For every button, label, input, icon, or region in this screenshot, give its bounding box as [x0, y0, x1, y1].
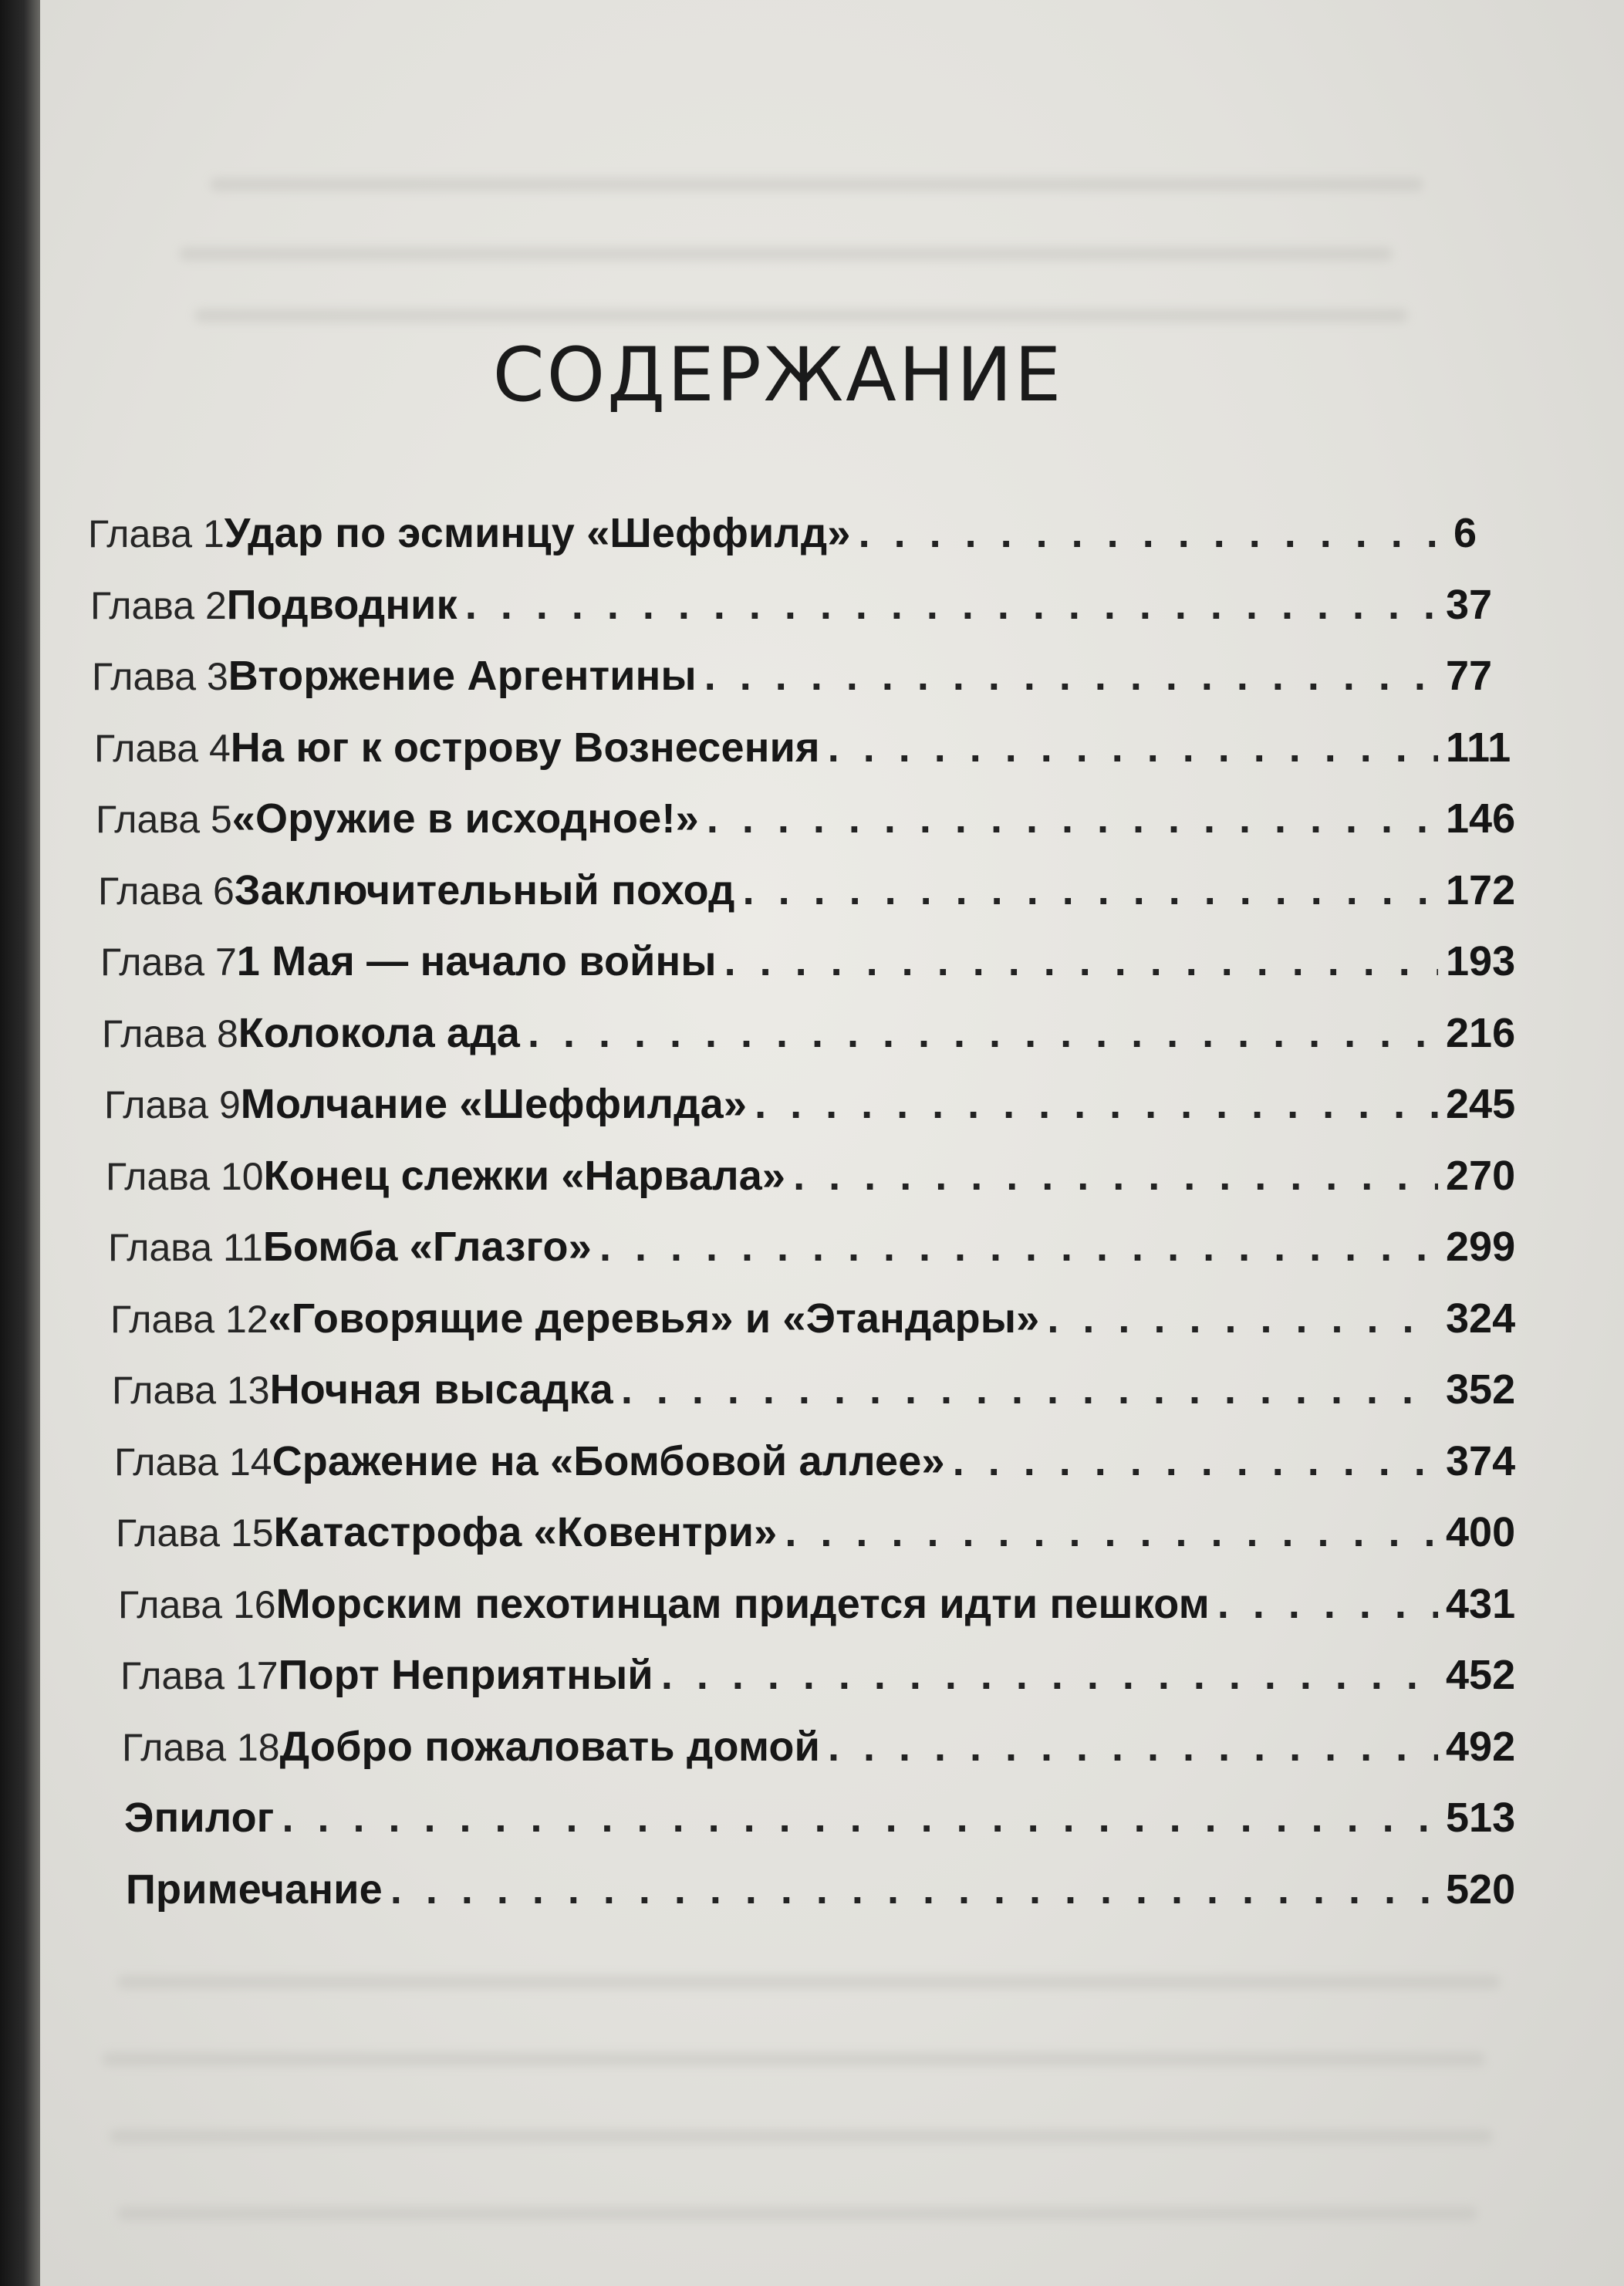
toc-page-number: 77 — [1446, 653, 1493, 699]
toc-page-number: 352 — [1446, 1366, 1516, 1413]
toc-chapter-title: Морским пехотинцам придется идти пешком — [275, 1580, 1210, 1627]
toc-entry — [116, 1508, 1516, 1562]
toc-chapter-title: На юг к острову Вознесения — [230, 724, 820, 771]
toc-entry — [118, 1580, 1516, 1634]
show-through-line — [117, 1975, 1501, 1989]
toc-leader-dots — [724, 937, 1438, 985]
toc-chapter-title: Сражение на «Бомбовой аллее» — [272, 1437, 945, 1484]
toc-leader-dots — [599, 1223, 1438, 1271]
toc-chapter-title: Колокола ада — [238, 1009, 520, 1056]
toc-chapter-title: Катастрофа «Ковентри» — [273, 1509, 778, 1555]
toc-leader-dots — [785, 1508, 1438, 1556]
toc-page-number: 324 — [1446, 1295, 1516, 1342]
toc-chapter-label: Глава 8 — [102, 1011, 238, 1055]
toc-chapter-title: Порт Неприятный — [278, 1652, 653, 1698]
toc-chapter-title: Подводник — [226, 581, 457, 628]
toc-page-number: 6 — [1453, 510, 1477, 556]
toc-entry — [112, 1366, 1516, 1420]
toc-chapter-label: Глава 15 — [116, 1511, 274, 1555]
toc-chapter-label: Глава 14 — [114, 1440, 272, 1484]
toc-entry — [98, 866, 1516, 920]
toc-entry — [102, 1009, 1516, 1063]
toc-entry — [94, 724, 1511, 778]
toc-chapter-title: Конец слежки «Нарвала» — [263, 1152, 786, 1199]
toc-chapter-label: Глава 10 — [106, 1154, 264, 1198]
toc-chapter-label: Глава 16 — [118, 1582, 276, 1626]
toc-entry — [124, 1794, 1516, 1848]
toc-chapter-title: Примечание — [126, 1866, 383, 1913]
toc-chapter-title: «Оружие в исходное!» — [231, 795, 699, 842]
toc-leader-dots — [707, 795, 1438, 842]
toc-chapter-label: Глава 13 — [112, 1369, 270, 1412]
toc-entry — [106, 1152, 1516, 1206]
toc-chapter-label: Глава 4 — [94, 726, 231, 770]
toc-chapter-title: Ночная высадка — [269, 1366, 613, 1413]
toc-chapter-label: Глава 2 — [90, 583, 227, 627]
book-page — [40, 0, 1624, 2286]
toc-entry — [96, 795, 1516, 849]
show-through-line — [110, 2129, 1493, 2143]
toc-page-number: 431 — [1446, 1580, 1516, 1627]
toc-chapter-label: Глава 9 — [104, 1083, 241, 1126]
toc-leader-dots — [828, 724, 1438, 772]
toc-chapter-title: Вторжение Аргентины — [228, 653, 697, 699]
toc-entry — [88, 509, 1477, 563]
toc-leader-dots — [661, 1651, 1438, 1699]
toc-leader-dots — [953, 1437, 1438, 1485]
toc-chapter-title: Удар по эсминцу «Шеффилд» — [224, 510, 851, 556]
toc-page-number: 216 — [1446, 1009, 1516, 1056]
toc-chapter-title: Бомба «Глазго» — [262, 1224, 592, 1270]
toc-page-number: 111 — [1446, 724, 1511, 771]
toc-page-number: 513 — [1446, 1795, 1516, 1841]
toc-entry — [120, 1651, 1516, 1705]
toc-page-number: 270 — [1446, 1152, 1516, 1199]
toc-leader-dots — [1217, 1580, 1438, 1628]
toc-entry — [122, 1723, 1516, 1777]
toc-entry — [100, 937, 1516, 991]
toc-chapter-label: Глава 6 — [98, 869, 235, 913]
toc-entry — [92, 652, 1493, 706]
toc-page-number: 299 — [1446, 1224, 1516, 1270]
toc-page-number: 520 — [1446, 1866, 1516, 1913]
toc-leader-dots — [859, 509, 1438, 557]
show-through-line — [210, 177, 1423, 191]
toc-leader-dots — [743, 866, 1438, 914]
show-through-line — [179, 247, 1393, 261]
toc-page-number: 374 — [1446, 1437, 1516, 1484]
toc-chapter-title: 1 Мая — начало войны — [236, 938, 717, 984]
toc-leader-dots — [828, 1723, 1438, 1771]
toc-chapter-label: Глава 12 — [110, 1297, 268, 1341]
toc-leader-dots — [793, 1152, 1438, 1200]
toc-chapter-title: Добро пожаловать домой — [279, 1723, 820, 1770]
toc-leader-dots — [282, 1794, 1439, 1842]
toc-page-number: 400 — [1446, 1509, 1516, 1555]
toc-chapter-title: «Говорящие деревья» и «Этандары» — [268, 1295, 1040, 1342]
page-title: СОДЕРЖАНИЕ — [492, 332, 1064, 418]
toc-leader-dots — [390, 1866, 1438, 1913]
toc-page-number: 193 — [1446, 938, 1516, 984]
toc-entry — [108, 1223, 1516, 1277]
toc-chapter-label: Глава 17 — [120, 1654, 279, 1697]
toc-chapter-title: Молчание «Шеффилда» — [240, 1081, 748, 1127]
toc-chapter-label: Глава 3 — [92, 655, 228, 698]
toc-leader-dots — [465, 581, 1438, 629]
toc-chapter-label: Глава 11 — [108, 1226, 263, 1269]
toc-entry — [114, 1437, 1516, 1491]
toc-page-number: 146 — [1446, 795, 1516, 842]
toc-chapter-title: Эпилог — [124, 1795, 275, 1841]
toc-entry — [104, 1080, 1516, 1134]
toc-page-number: 37 — [1446, 581, 1493, 628]
toc-chapter-label: Глава 1 — [88, 512, 225, 555]
toc-page-number: 492 — [1446, 1723, 1516, 1770]
toc-page-number: 172 — [1446, 866, 1516, 913]
toc-leader-dots — [621, 1366, 1438, 1413]
toc-leader-dots — [1047, 1295, 1438, 1342]
show-through-line — [117, 2207, 1477, 2220]
toc-page-number: 245 — [1446, 1081, 1516, 1127]
toc-entry — [126, 1866, 1516, 1920]
toc-chapter-label: Глава 7 — [100, 940, 237, 984]
toc-chapter-title: Заключительный поход — [234, 866, 735, 913]
toc-page-number: 452 — [1446, 1652, 1516, 1698]
toc-chapter-label: Глава 18 — [122, 1725, 280, 1769]
show-through-line — [194, 309, 1408, 322]
toc-leader-dots — [755, 1080, 1438, 1128]
toc-entry — [110, 1295, 1516, 1349]
toc-leader-dots — [704, 652, 1438, 700]
show-through-line — [102, 2052, 1485, 2066]
toc-entry — [90, 581, 1493, 635]
toc-chapter-label: Глава 5 — [96, 798, 232, 841]
toc-leader-dots — [528, 1009, 1438, 1057]
